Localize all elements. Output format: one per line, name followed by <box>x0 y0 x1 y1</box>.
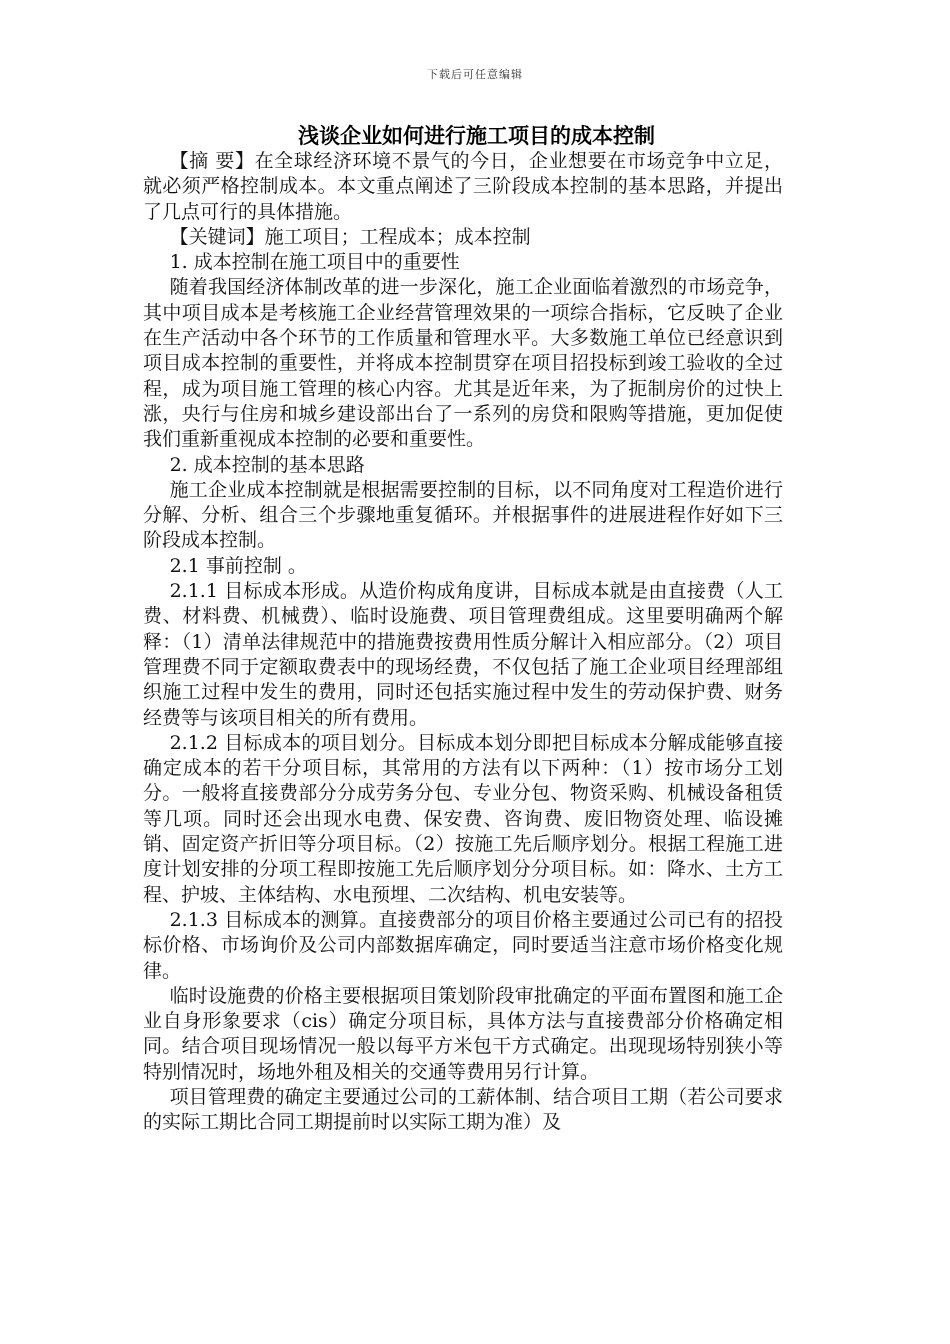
body-paragraph: 施工企业成本控制就是根据需要控制的目标，以不同角度对工程造价进行分解、分析、组合三个步骤地重复循环。并根据事件的进展进程作好如下三阶段成本控制。 <box>143 478 783 552</box>
header-note: 下载后可任意编辑 <box>427 68 523 81</box>
section-heading-2: 2. 成本控制的基本思路 <box>169 453 365 476</box>
keywords-paragraph: 【关键词】施工项目；工程成本；成本控制 <box>169 225 531 248</box>
document-title: 浅谈企业如何进行施工项目的成本控制 <box>298 124 655 148</box>
subsection-heading-2-1: 2.1 事前控制 。 <box>169 554 307 577</box>
body-paragraph: 2.1.1 目标成本形成。从造价构成角度讲，目标成本就是由直接费（人工费、材料费、机械费）、临时设施费、项目管理费组成。这里要明确两个解释：（1）清单法律规范中的措施费按费用性质分解计入相应部分。（2）项目管理费不同于定额取费表中的现场经费，不仅包括了施工企业项目经理部组织施工过程中发生的费用，同时还包括实施过程中发生的劳动保护费、财务经费等与该项目相关的所有费用。 <box>143 580 783 729</box>
body-paragraph: 2.1.2 目标成本的项目划分。目标成本划分即把目标成本分解成能够直接确定成本的若干分项目标，其常用的方法有以下两种：（1）按市场分工划分。一般将直接费部分分成劳务分包、专业分包、物资采购、机械设备租赁等几项。同时还会出现水电费、保安费、咨询费、废旧物资处理、临设摊销、固定资产折旧等分项目标。（2）按施工先后顺序划分。根据工程施工进度计划安排的分项工程即按施工先后顺序划分分项目标。如：降水、土方工程、护坡、主体结构、水电预埋、二次结构、机电安装等。 <box>143 731 783 906</box>
document-body <box>143 149 783 1136</box>
body-paragraph: 项目管理费的确定主要通过公司的工薪体制、结合项目工期（若公司要求的实际工期比合同工期提前时以实际工期为准）及 <box>143 1085 783 1134</box>
abstract-paragraph: 【摘 要】在全球经济环境不景气的今日，企业想要在市场竞争中立足，就必须严格控制成本。本文重点阐述了三阶段成本控制的基本思路，并提出了几点可行的具体措施。 <box>143 150 783 223</box>
body-paragraph: 随着我国经济体制改革的进一步深化，施工企业面临着激烈的市场竞争，其中项目成本是考核施工企业经营管理效果的一项综合指标，它反映了企业在生产活动中各个环节的工作质量和管理水平。大多数施工单位已经意识到项目成本控制的重要性，并将成本控制贯穿在项目招投标到竣工验收的全过程，成为项目施工管理的核心内容。尤其是近年来，为了扼制房价的过快上涨，央行与住房和城乡建设部出台了一系列的房贷和限购等措施，更加促使我们重新重视成本控制的必要和重要性。 <box>143 276 783 451</box>
body-paragraph: 2.1.3 目标成本的测算。直接费部分的项目价格主要通过公司已有的招投标价格、市场询价及公司内部数据库确定，同时要适当注意市场价格变化规律。 <box>143 908 783 982</box>
body-paragraph: 临时设施费的价格主要根据项目策划阶段审批确定的平面布置图和施工企业自身形象要求（cis）确定分项目标，具体方法与直接费部分价格确定相同。结合项目现场情况一般以每平方米包干方式确定。出现现场特别狭小等特别情况时，场地外租及相关的交通等费用另行计算。 <box>143 984 783 1083</box>
section-heading-1: 1. 成本控制在施工项目中的重要性 <box>169 251 460 274</box>
